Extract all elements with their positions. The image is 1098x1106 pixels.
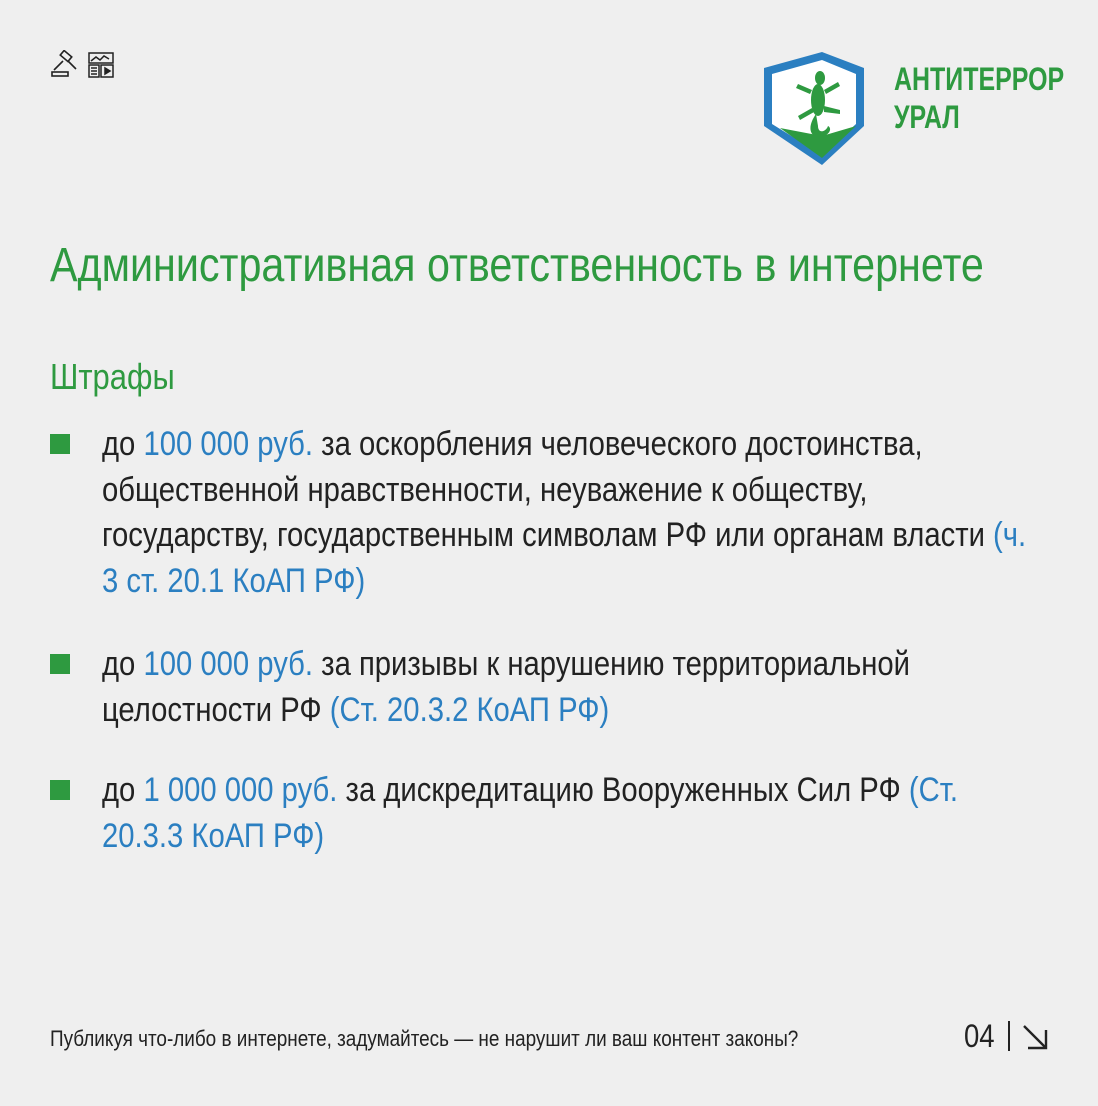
prefix: до [102,425,144,463]
law-reference: (Ст. 20.3.3 КоАП РФ) [102,771,958,855]
media-content-icon [86,50,116,80]
fine-amount: 100 000 руб. [143,645,314,683]
fine-amount: 100 000 руб. [143,425,314,463]
law-reference: (ч. 3 ст. 20.1 КоАП РФ) [102,516,1027,600]
brand-name [894,60,1064,136]
page-divider [1008,1021,1010,1051]
description: за призывы к нарушению территориальной целостности РФ [102,645,911,729]
bullet-square-icon [50,780,70,800]
list-item-text [102,768,1031,859]
prefix: до [102,771,144,809]
bullet-square-icon [50,654,70,674]
page-title: Административная ответственность в интернете [50,239,984,292]
prefix: до [102,645,144,683]
brand-line-1: АНТИТЕРРОР [894,61,1065,97]
top-icons [50,50,116,80]
list-item [50,768,1050,868]
brand-line-2: УРАЛ [894,99,960,135]
list-item-text [102,422,1031,604]
description: за оскорбления человеческого достоинства, общественной нравственности, неуважение к обществу, государству, государственным символам РФ или органам власти [102,425,994,554]
footer-note: Публикуя что-либо в интернете, задумайтесь — не нарушит ли ваш контент законы? [50,1026,799,1051]
list-item [50,422,1050,612]
description: за дискредитацию Вооруженных Сил РФ [337,771,909,809]
arrow-down-right-icon[interactable] [1020,1022,1050,1052]
list-item-text [102,642,1031,733]
list-item [50,642,1050,742]
law-reference: (Ст. 20.3.2 КоАП РФ) [329,690,610,729]
fine-amount: 1 000 000 руб. [143,771,338,809]
gavel-icon [50,50,80,80]
section-subtitle: Штрафы [50,356,175,397]
bullet-square-icon [50,434,70,454]
page-number: 04 [964,1018,995,1054]
